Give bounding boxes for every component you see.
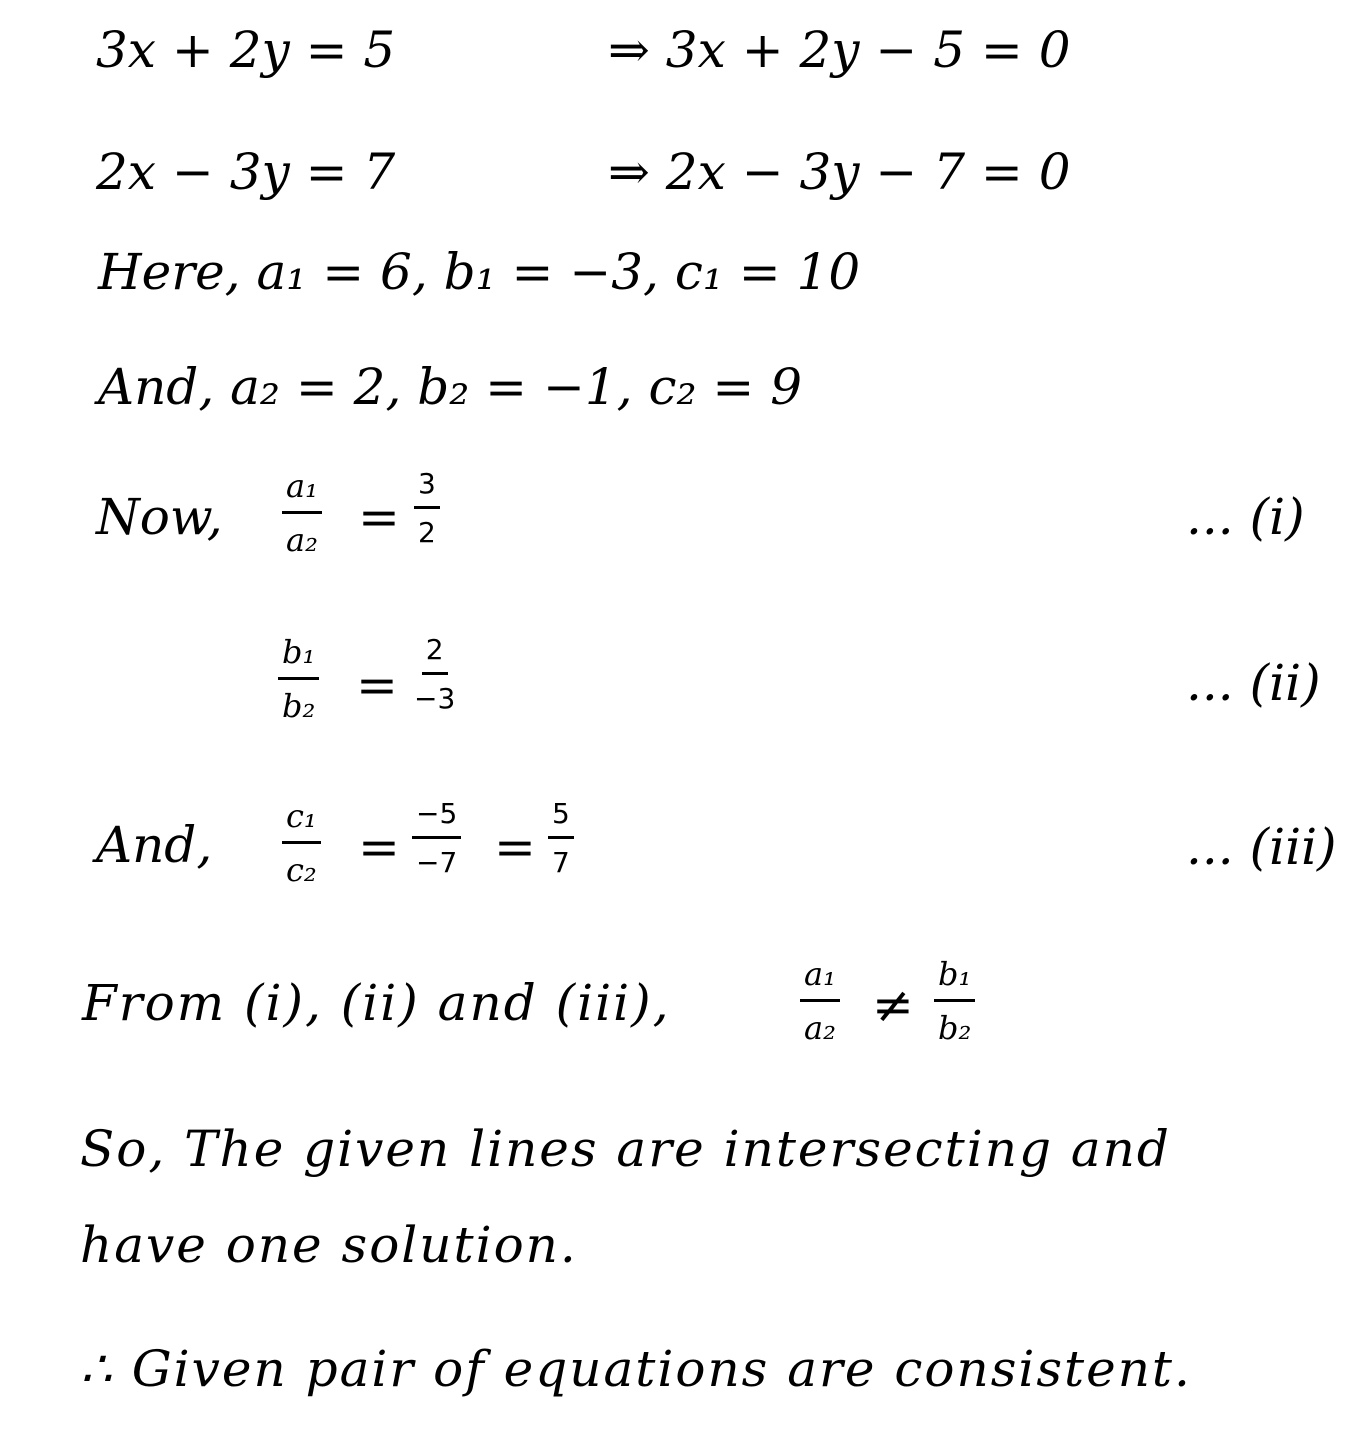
therefore-line: ∴ Given pair of equations are consistent. xyxy=(80,1340,1192,1398)
ratio-2-tag: ... (ii) xyxy=(1186,654,1321,712)
ratio-3-value-2-num: 5 xyxy=(548,798,574,839)
ratio-1-numerator: a₁ xyxy=(282,468,322,514)
ratio-1-fraction xyxy=(282,468,322,559)
conclusion-fraction-b xyxy=(934,956,975,1047)
conclusion-from: From (i), (ii) and (iii), xyxy=(82,974,671,1032)
conclusion-not-equal: ≠ xyxy=(872,976,914,1034)
ratio-2-numerator: b₁ xyxy=(278,634,319,680)
conclusion-fraction-a-num: a₁ xyxy=(800,956,840,1002)
ratio-1-tag: ... (i) xyxy=(1186,488,1305,546)
ratio-3-equals: = xyxy=(358,818,400,876)
ratio-2-equals: = xyxy=(356,656,398,714)
ratio-3-numerator: c₁ xyxy=(282,798,321,844)
ratio-1-denominator: a₂ xyxy=(286,520,318,559)
ratio-1-lead: Now, xyxy=(96,488,223,546)
equation-1-original: 3x + 2y = 5 xyxy=(96,21,396,79)
ratio-2-value xyxy=(410,634,459,715)
conclusion-fraction-a xyxy=(800,956,840,1047)
ratio-2-denominator: b₂ xyxy=(282,686,316,725)
conclusion-fraction-b-den: b₂ xyxy=(938,1008,972,1047)
equation-2-rearranged: ⇒ 2x − 3y − 7 = 0 xyxy=(608,143,1071,201)
so-line-1: So, The given lines are intersecting and xyxy=(80,1120,1171,1178)
ratio-1-value xyxy=(414,468,440,549)
ratio-3-lead: And, xyxy=(96,816,213,874)
ratio-2-value-den: −3 xyxy=(414,682,456,716)
ratio-1-value-den: 2 xyxy=(418,516,436,550)
so-line-2: have one solution. xyxy=(80,1216,578,1274)
ratio-3-tag: ... (iii) xyxy=(1186,818,1337,876)
ratio-3-denominator: c₂ xyxy=(286,850,317,889)
ratio-3-value-den: −7 xyxy=(416,846,458,880)
conclusion-fraction-a-den: a₂ xyxy=(804,1008,836,1047)
ratio-2-fraction xyxy=(278,634,319,725)
ratio-3-value-2 xyxy=(548,798,574,879)
ratio-3-equals-2: = xyxy=(494,818,536,876)
ratio-3-fraction xyxy=(282,798,321,889)
conclusion-fraction-b-num: b₁ xyxy=(934,956,975,1002)
equation-1-rearranged: ⇒ 3x + 2y − 5 = 0 xyxy=(608,21,1071,79)
ratio-1-equals: = xyxy=(358,488,400,546)
ratio-2-value-num: 2 xyxy=(422,634,448,675)
ratio-3-value-2-den: 7 xyxy=(552,846,570,880)
ratio-3-value-num: −5 xyxy=(412,798,461,839)
ratio-1-value-num: 3 xyxy=(414,468,440,509)
ratio-3-value xyxy=(412,798,461,879)
coefficients-line-2: And, a₂ = 2, b₂ = −1, c₂ = 9 xyxy=(98,358,803,416)
equation-2-original: 2x − 3y = 7 xyxy=(96,143,396,201)
coefficients-line-1: Here, a₁ = 6, b₁ = −3, c₁ = 10 xyxy=(98,243,861,301)
